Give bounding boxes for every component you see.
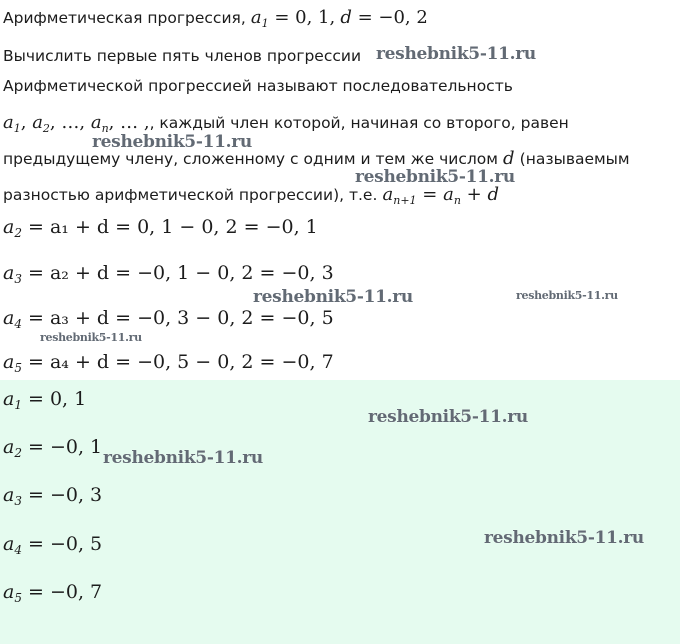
calc-row: $a_5 = a_4 + d = -0$, 5 − 0, 2 = −0, 7 (3, 351, 334, 375)
answer-row: $a_4 = -0$, 5 (3, 533, 103, 557)
definition-intro: Арифметической прогрессией называют последовательность (3, 77, 513, 95)
watermark: reshebnik5-11.ru (103, 448, 263, 468)
definition-line-1-text: , каждый член которой, начиная со второго, равен (149, 114, 569, 132)
recurrence-formula: $a_{n+1} = a_n + d$ (382, 184, 499, 207)
sequence-formula: $a_1$, $a_2$, …, $a_n$, … , (3, 112, 150, 135)
definition-line-1 (3, 112, 569, 135)
title-text: Арифметическая прогрессия, (3, 9, 246, 27)
watermark: reshebnik5-11.ru (355, 167, 515, 187)
definition-line-2-after: (называемым (519, 150, 630, 168)
watermark: reshebnik5-11.ru (368, 407, 528, 427)
problem-title (3, 7, 428, 30)
answer-row: $a_5 = -0$, 7 (3, 581, 103, 605)
answer-row: $a_2 = -0$, 1 (3, 436, 103, 460)
calc-row: $a_3 = a_2 + d = -0$, 1 − 0, 2 = −0, 3 (3, 262, 334, 286)
task-text: Вычислить первые пять членов прогрессии (3, 47, 362, 65)
title-d: d = −0, 2 (340, 7, 428, 28)
definition-line-3 (3, 184, 499, 207)
calc-row: $a_4 = a_3 + d = -0$, 3 − 0, 2 = −0, 5 (3, 307, 334, 331)
watermark: reshebnik5-11.ru (516, 289, 618, 302)
watermark: reshebnik5-11.ru (253, 287, 413, 307)
watermark: reshebnik5-11.ru (484, 528, 644, 548)
title-a1: $a_1 = 0$, 1, (250, 7, 336, 30)
watermark: reshebnik5-11.ru (40, 331, 142, 344)
watermark: reshebnik5-11.ru (92, 132, 252, 152)
definition-line-3-text: разностью арифметической прогрессии), т.е. (3, 186, 378, 204)
difference-symbol: d (503, 148, 515, 169)
watermark: reshebnik5-11.ru (376, 44, 536, 64)
definition-line-2-text: предыдущему члену, сложенному с одним и тем же числом (3, 150, 498, 168)
answer-row: $a_3 = -0$, 3 (3, 484, 103, 508)
answer-row: $a_1 = 0$, 1 (3, 388, 87, 412)
calc-row: $a_2 = a_1 + d = 0$, 1 − 0, 2 = −0, 1 (3, 216, 318, 240)
